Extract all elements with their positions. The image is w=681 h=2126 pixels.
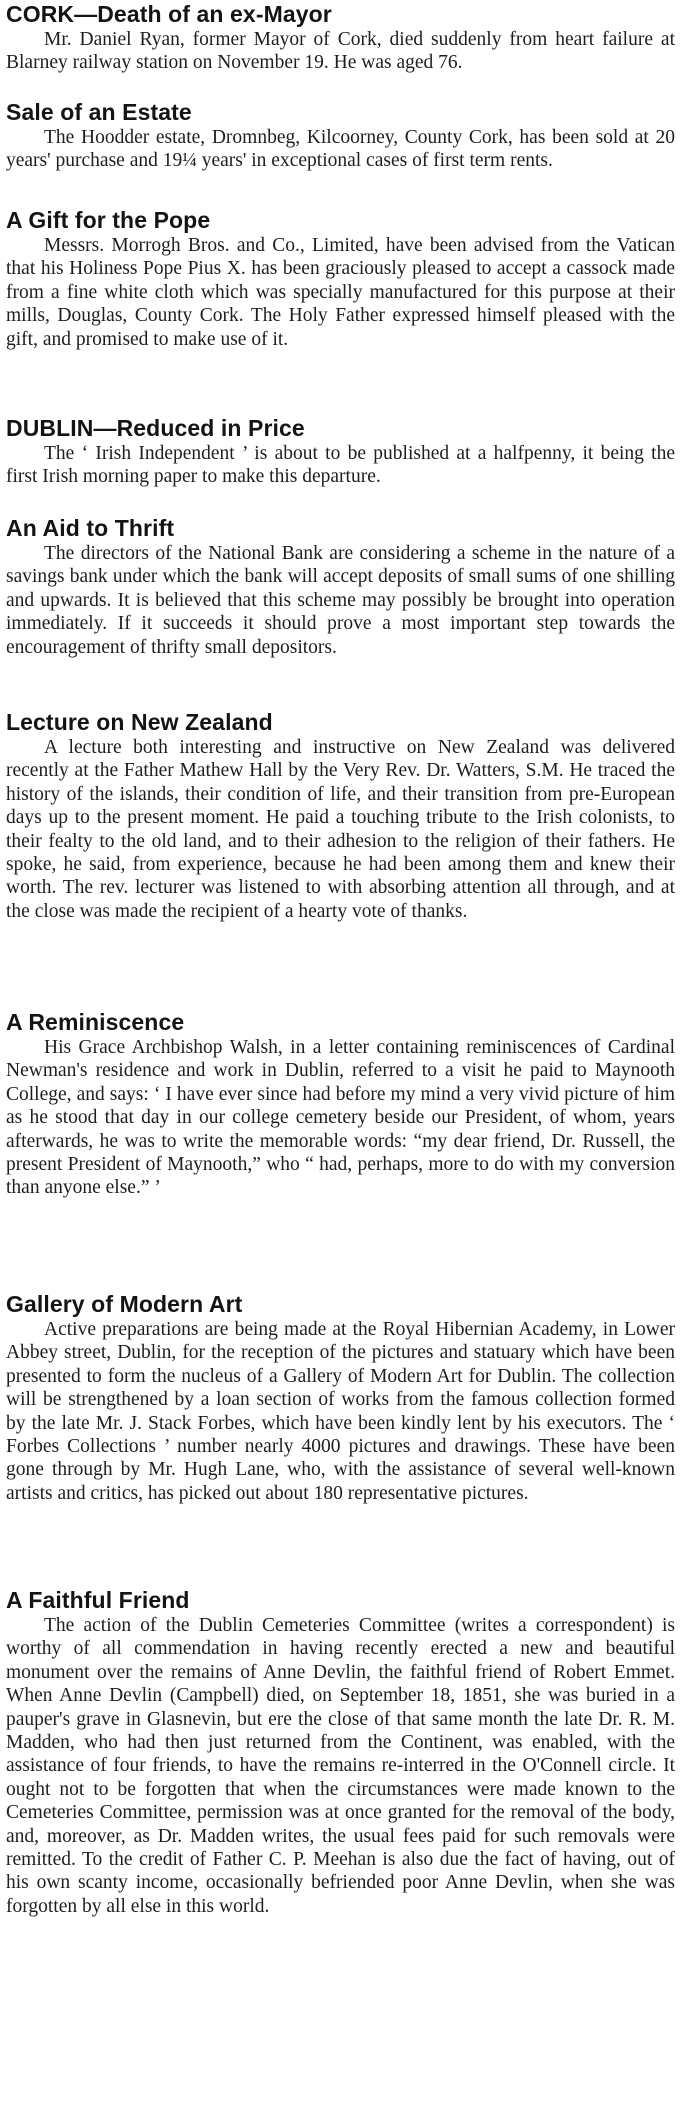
article-headline: CORK—Death of an ex-Mayor bbox=[6, 1, 332, 27]
article-reminiscence bbox=[6, 1008, 675, 1290]
article-gift-for-pope bbox=[6, 206, 675, 414]
article-sale-of-estate bbox=[6, 98, 675, 206]
article-cork-death-of-ex-mayor bbox=[6, 0, 675, 98]
article-body: The ‘ Irish Independent ’ is about to be published at a halfpenny, it being the first Irish morning paper to make this departure. bbox=[6, 443, 675, 488]
article-headline: A Faithful Friend bbox=[6, 1587, 190, 1613]
article-body: The Hoodder estate, Dromnbeg, Kilcoorney, County Cork, has been sold at 20 years' purchase and 19¼ years' in exceptional cases of first term rents. bbox=[6, 127, 675, 172]
article-gallery-modern-art bbox=[6, 1290, 675, 1586]
article-body: His Grace Archbishop Walsh, in a letter containing reminiscences of Cardinal Newman's residence and work in Dublin, referred to a visit he paid to Maynooth College, and says: ‘ I have ever since had before my mind a very vivid picture of him as he stood that day in our college cemetery beside our President, of whom, years afterwards, he was to write the memorable words: “my dear friend, Dr. Russell, the present President of Maynooth,” who “ had, perhaps, more to do with my conversion than anyone else.” ’ bbox=[6, 1037, 675, 1199]
article-body: Active preparations are being made at the Royal Hibernian Academy, in Lower Abbey street, Dublin, for the reception of the pictures and statuary which have been presented to form the nucleus of a Gallery of Modern Art for Dublin. The collection will be strengthened by a loan section of works from the famous collection formed by the late Mr. J. Stack Forbes, which have been kindly lent by his executors. The ‘ Forbes Collections ’ number nearly 4000 pictures and drawings. These have been gone through by Mr. Hugh Lane, who, with the assistance of several well-known artists and critics, has picked out about 180 representative pictures. bbox=[6, 1319, 675, 1504]
article-headline: Gallery of Modern Art bbox=[6, 1291, 243, 1317]
article-body: The directors of the National Bank are considering a scheme in the nature of a savings bank under which the bank will accept deposits of small sums of one shilling and upwards. It is believed that this scheme may possibly be brought into operation immediately. If it succeeds it should prove a most important step towards the encouragement of thrifty small depositors. bbox=[6, 543, 675, 658]
article-faithful-friend bbox=[6, 1586, 675, 2126]
article-body: A lecture both interesting and instructive on New Zealand was delivered recently at the Father Mathew Hall by the Very Rev. Dr. Watters, S.M. He traced the history of the islands, their condition of life, and their transition from pre-European days up to the present moment. He paid a touching tribute to the Irish colonists, to their fealty to the old land, and to their adhesion to the religion of their fathers. He spoke, he said, from experience, because he had been among them and knew their worth. The rev. lecturer was listened to with absorbing attention all through, and at the close was made the recipient of a hearty vote of thanks. bbox=[6, 737, 675, 922]
article-headline: Lecture on New Zealand bbox=[6, 709, 273, 735]
article-headline: DUBLIN—Reduced in Price bbox=[6, 415, 305, 441]
article-body: Mr. Daniel Ryan, former Mayor of Cork, died suddenly from heart failure at Blarney railway station on November 19. He was aged 76. bbox=[6, 29, 675, 74]
article-headline: An Aid to Thrift bbox=[6, 515, 175, 541]
article-headline: A Reminiscence bbox=[6, 1009, 185, 1035]
article-headline: A Gift for the Pope bbox=[6, 207, 211, 233]
article-lecture-new-zealand bbox=[6, 708, 675, 1008]
article-dublin-reduced-in-price bbox=[6, 414, 675, 514]
article-headline: Sale of an Estate bbox=[6, 99, 192, 125]
article-body: Messrs. Morrogh Bros. and Co., Limited, have been advised from the Vatican that his Holiness Pope Pius X. has been graciously pleased to accept a cassock made from a fine white cloth which was specially manufactured for this purpose at their mills, Douglas, County Cork. The Holy Father expressed himself pleased with the gift, and promised to make use of it. bbox=[6, 235, 675, 350]
article-aid-to-thrift bbox=[6, 514, 675, 708]
article-body: The action of the Dublin Cemeteries Committee (writes a correspondent) is worthy of all commendation in having recently erected a new and beautiful monument over the remains of Anne Devlin, the faithful friend of Robert Emmet. When Anne Devlin (Campbell) died, on September 18, 1851, she was buried in a pauper's grave in Glasnevin, but ere the close of that same month the late Dr. R. M. Madden, who had then just returned from the Continent, was enabled, with the assistance of four friends, to have the remains re-interred in the O'Connell circle. It ought not to be forgotten that when the circumstances were made known to the Cemeteries Committee, permission was at once granted for the removal of the body, and, moreover, as Dr. Madden writes, the usual fees paid for such removals were remitted. To the credit of Father C. P. Meehan is also due the fact of having, out of his own scanty income, occasionally befriended poor Anne Devlin, when she was forgotten by all else in this world. bbox=[6, 1615, 675, 1917]
